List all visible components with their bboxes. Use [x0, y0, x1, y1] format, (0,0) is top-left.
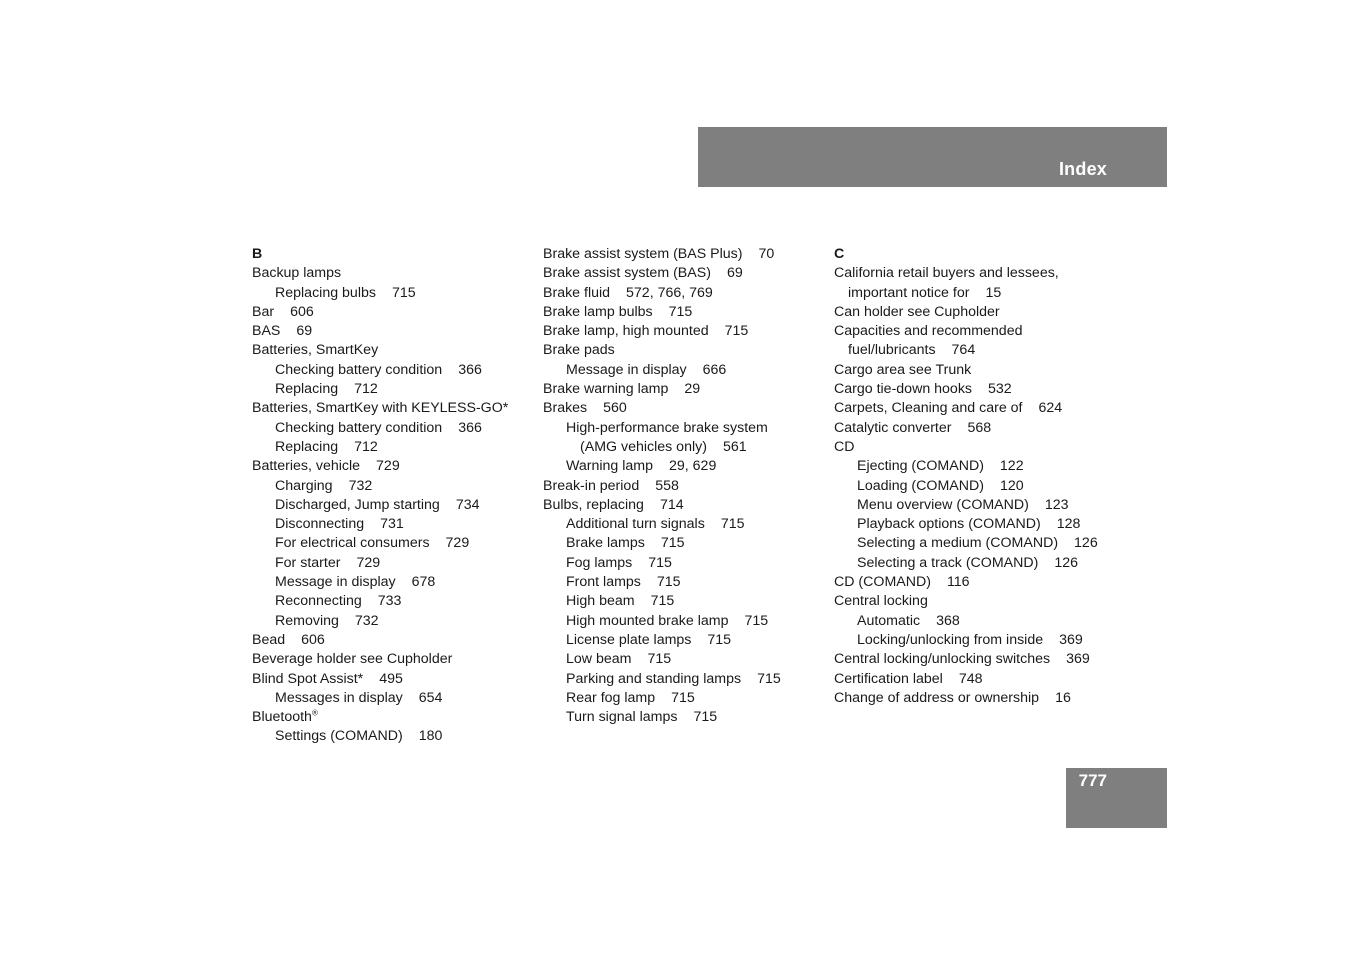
index-entry — [834, 650, 1134, 669]
index-entry-text: Cargo tie-down hooks — [834, 381, 973, 398]
page-title: Index — [1058, 159, 1107, 179]
index-entry-text: Checking battery condition — [275, 419, 443, 436]
index-entry-text: Capacities and recommended — [834, 323, 1023, 340]
index-entry — [834, 457, 1134, 476]
index-entry — [252, 727, 532, 746]
index-page-ref[interactable]: 764 — [951, 342, 976, 359]
index-page-ref[interactable]: 715 — [660, 535, 685, 552]
index-entry — [543, 612, 823, 631]
index-page-ref[interactable]: 120 — [999, 477, 1024, 494]
index-page-ref[interactable]: 712 — [354, 438, 378, 455]
index-entry-text: Selecting a medium (COMAND) — [857, 535, 1059, 552]
index-entry-text: Bead — [252, 631, 286, 648]
index-entry-text: Cargo area see Trunk — [834, 361, 972, 378]
index-page-ref[interactable]: 366 — [458, 419, 482, 436]
index-entry-text: Change of address or ownership — [834, 689, 1040, 706]
index-entry-text: Bulbs, replacing — [543, 496, 644, 513]
index-page-ref[interactable]: 561 — [722, 438, 747, 455]
registered-mark: ® — [311, 708, 318, 718]
index-entry — [252, 477, 532, 496]
index-page-ref[interactable]: 734 — [455, 496, 480, 513]
index-entry — [834, 592, 1134, 611]
index-entry-text: Backup lamps — [252, 265, 342, 282]
index-page-ref[interactable]: 715 — [671, 689, 695, 706]
index-entry-text: CD — [834, 438, 855, 455]
index-page-ref[interactable]: 715 — [647, 651, 672, 668]
index-entry — [252, 303, 532, 322]
index-entry — [543, 245, 823, 264]
index-page-ref[interactable]: 122 — [999, 458, 1024, 475]
index-entry — [543, 534, 823, 553]
index-page-ref[interactable]: 715 — [724, 323, 749, 340]
index-entry — [543, 708, 823, 727]
index-entry — [543, 592, 823, 611]
index-entry — [834, 573, 1134, 592]
index-entry-text: Removing — [275, 612, 339, 629]
index-entry-text: High mounted brake lamp — [566, 612, 729, 629]
index-page-ref[interactable]: 624 — [1038, 400, 1063, 417]
index-entry-text: Replacing bulbs — [275, 284, 376, 301]
index-entry — [543, 496, 823, 515]
index-entry-text: Central locking/unlocking switches — [834, 651, 1051, 668]
index-entry-text: Charging — [275, 477, 333, 494]
index-entry — [252, 650, 532, 669]
index-entry-text: Catalytic converter — [834, 419, 952, 436]
index-entry-text: Carpets, Cleaning and care of — [834, 400, 1023, 417]
index-page-ref[interactable]: 732 — [354, 612, 379, 629]
index-page-ref[interactable]: 29, 629 — [669, 458, 717, 475]
index-page-ref[interactable]: 16 — [1055, 689, 1071, 706]
index-entry-text: Message in display — [566, 361, 687, 378]
index-entry — [834, 264, 1134, 283]
index-entry — [834, 303, 1134, 322]
index-entry-text: Ejecting (COMAND) — [857, 458, 984, 475]
index-entry — [834, 496, 1134, 515]
index-page-ref[interactable]: 495 — [379, 670, 403, 687]
index-entry-text: For electrical consumers — [275, 535, 430, 552]
index-entry-text: High beam — [566, 593, 635, 610]
index-page-ref[interactable]: 69 — [726, 265, 743, 282]
index-entry-text: Brake pads — [543, 342, 615, 359]
index-entry — [252, 612, 532, 631]
index-entry-text: (AMG vehicles only) — [580, 438, 707, 455]
index-page-ref[interactable]: 715 — [648, 554, 672, 571]
index-entry — [252, 380, 532, 399]
index-page-ref[interactable]: 369 — [1059, 631, 1083, 648]
index-entry-text: Brake lamps — [566, 535, 645, 552]
index-entry — [543, 477, 823, 496]
index-page-ref[interactable]: 748 — [958, 670, 983, 687]
index-page-ref[interactable]: 560 — [603, 400, 627, 417]
index-page-ref[interactable]: 126 — [1074, 535, 1098, 552]
index-page-ref[interactable]: 558 — [655, 477, 679, 494]
index-entry — [543, 303, 823, 322]
index-entry — [252, 708, 532, 727]
index-entry — [252, 631, 532, 650]
index-entry-text: License plate lamps — [566, 631, 692, 648]
index-entry-text: Additional turn signals — [566, 516, 705, 533]
index-page-ref[interactable]: 568 — [967, 419, 992, 436]
index-entry — [252, 322, 532, 341]
index-entry — [252, 689, 532, 708]
index-entry — [834, 438, 1134, 457]
index-entry-text: Disconnecting — [275, 516, 365, 533]
index-entry-text: Warning lamp — [566, 458, 653, 475]
index-page-ref[interactable]: 126 — [1054, 554, 1078, 571]
index-entry-text: Can holder see Cupholder — [834, 303, 1000, 320]
index-page-ref[interactable]: 715 — [668, 303, 693, 320]
index-entry-text: Blind Spot Assist* — [252, 670, 364, 687]
index-entry — [834, 631, 1134, 650]
index-page-ref[interactable]: 715 — [650, 593, 675, 610]
index-entry — [252, 419, 532, 438]
index-entry-text: Replacing — [275, 438, 339, 455]
index-entry — [252, 670, 532, 689]
index-entry — [834, 534, 1134, 553]
index-entry — [543, 322, 823, 341]
index-column-3 — [834, 245, 1134, 708]
index-entry — [543, 670, 823, 689]
index-page-ref[interactable]: 572, 766, 769 — [626, 284, 713, 301]
index-entry — [834, 341, 1134, 360]
index-entry-text: Low beam — [566, 651, 632, 668]
index-entry-text: Fog lamps — [566, 554, 633, 571]
index-page-ref[interactable]: 715 — [744, 612, 769, 629]
index-entry — [834, 612, 1134, 631]
index-entry-text: Selecting a track (COMAND) — [857, 554, 1039, 571]
index-entry-text: Checking battery condition — [275, 361, 443, 378]
index-page-ref[interactable]: 369 — [1066, 651, 1090, 668]
index-entry-text: Beverage holder see Cupholder — [252, 651, 453, 668]
index-entry — [543, 284, 823, 303]
index-entry — [834, 361, 1134, 380]
index-entry — [252, 361, 532, 380]
index-entry — [252, 399, 532, 418]
index-entry-text: Brake assist system (BAS Plus) — [543, 246, 743, 262]
index-page-ref[interactable]: 128 — [1056, 516, 1081, 533]
index-entry — [543, 419, 823, 438]
index-page-ref[interactable]: 606 — [290, 303, 314, 320]
index-entry — [252, 496, 532, 515]
index-page-ref[interactable]: 731 — [380, 516, 404, 533]
index-entry-text: fuel/lubricants — [848, 342, 936, 359]
index-entry — [252, 554, 532, 573]
index-entry-text: C — [834, 246, 845, 262]
index-entry-text: Brake lamp, high mounted — [543, 323, 709, 340]
index-page-ref[interactable]: 180 — [418, 728, 443, 745]
index-entry-text: Brake fluid — [543, 284, 611, 301]
index-entry-text: Central locking — [834, 593, 928, 610]
index-entry — [543, 650, 823, 669]
index-entry — [543, 380, 823, 399]
index-entry-text: CD (COMAND) — [834, 574, 931, 591]
index-page-ref[interactable]: 666 — [702, 361, 727, 378]
index-entry-text: Bluetooth — [252, 709, 312, 726]
index-page-ref[interactable]: 729 — [356, 554, 381, 571]
index-entry-text: Brake assist system (BAS) — [543, 265, 711, 282]
index-entry — [834, 399, 1134, 418]
index-entry — [834, 477, 1134, 496]
index-page-ref[interactable]: 70 — [758, 246, 775, 262]
index-entry — [834, 554, 1134, 573]
index-entry-text: Batteries, SmartKey with KEYLESS-GO* — [252, 400, 509, 417]
index-entry — [543, 689, 823, 708]
index-letter-heading — [252, 245, 532, 264]
index-entry — [834, 689, 1134, 708]
index-column-1 — [252, 245, 532, 747]
index-entry — [543, 554, 823, 573]
index-page-ref[interactable]: 715 — [693, 709, 718, 726]
index-letter-heading — [834, 245, 1134, 264]
index-entry-text: important notice for — [848, 284, 970, 301]
index-page-ref[interactable]: 715 — [391, 284, 416, 301]
index-page-ref[interactable]: 732 — [348, 477, 373, 494]
index-entry-text: Turn signal lamps — [566, 709, 678, 726]
index-entry-text: Batteries, vehicle — [252, 458, 361, 475]
index-entry-text: California retail buyers and lessees, — [834, 265, 1059, 282]
index-entry — [543, 399, 823, 418]
index-entry-text: Brake lamp bulbs — [543, 303, 653, 320]
index-page-ref[interactable]: 116 — [946, 574, 970, 591]
index-entry — [543, 573, 823, 592]
index-entry — [252, 341, 532, 360]
index-page-ref[interactable]: 69 — [296, 323, 313, 340]
index-entry-text: Batteries, SmartKey — [252, 342, 379, 359]
index-page-ref[interactable]: 715 — [757, 670, 781, 687]
index-entry-text: Front lamps — [566, 574, 641, 591]
index-entry — [834, 515, 1134, 534]
index-entry-text: Menu overview (COMAND) — [857, 496, 1029, 513]
index-page-ref[interactable]: 654 — [418, 689, 443, 706]
index-entry-text: Settings (COMAND) — [275, 728, 403, 745]
index-entry-text: Playback options (COMAND) — [857, 516, 1041, 533]
index-entry-text: Locking/unlocking from inside — [857, 631, 1044, 648]
index-page-ref[interactable]: 678 — [411, 574, 436, 591]
index-entry — [834, 322, 1134, 341]
index-entry-text: B — [252, 246, 263, 262]
index-entry — [252, 457, 532, 476]
index-entry — [834, 419, 1134, 438]
index-page-ref[interactable]: 715 — [707, 631, 732, 648]
index-entry-text: Discharged, Jump starting — [275, 496, 440, 513]
index-entry-text: Parking and standing lamps — [566, 670, 742, 687]
index-entry — [252, 284, 532, 303]
index-entry — [252, 573, 532, 592]
index-column-2 — [543, 245, 823, 727]
index-entry-text: Rear fog lamp — [566, 689, 656, 706]
index-entry — [543, 438, 823, 457]
index-page-ref[interactable]: 29 — [684, 381, 701, 398]
index-page-ref[interactable]: 729 — [445, 535, 470, 552]
index-entry-text: Brakes — [543, 400, 588, 417]
index-page-ref[interactable]: 715 — [656, 574, 681, 591]
index-page-ref[interactable]: 15 — [985, 284, 1002, 301]
index-entry-text: Break-in period — [543, 477, 640, 494]
index-entry-text: Automatic — [857, 612, 921, 629]
index-entry-text: Loading (COMAND) — [857, 477, 984, 494]
index-entry-text: Brake warning lamp — [543, 381, 669, 398]
index-entry — [543, 515, 823, 534]
index-entry-text: BAS — [252, 323, 281, 340]
index-entry-text: For starter — [275, 554, 341, 571]
index-page-ref[interactable]: 712 — [354, 381, 378, 398]
index-page-ref[interactable]: 123 — [1044, 496, 1069, 513]
index-entry — [834, 670, 1134, 689]
index-entry — [252, 592, 532, 611]
index-entry — [252, 438, 532, 457]
index-entry-text: Bar — [252, 303, 275, 320]
index-page-ref[interactable]: 714 — [659, 496, 684, 513]
index-entry — [252, 264, 532, 283]
index-entry-text: Messages in display — [275, 689, 403, 706]
index-entry — [543, 457, 823, 476]
index-entry — [543, 341, 823, 360]
page-number-box — [1066, 768, 1167, 828]
index-entry — [543, 631, 823, 650]
index-entry-text: High-performance brake system — [566, 419, 768, 436]
index-entry — [543, 361, 823, 380]
index-entry — [252, 515, 532, 534]
index-entry — [834, 284, 1134, 303]
index-entry-text: Message in display — [275, 574, 396, 591]
index-page-ref[interactable]: 733 — [377, 593, 402, 610]
index-entry — [834, 380, 1134, 399]
index-page-ref[interactable]: 715 — [720, 516, 745, 533]
index-entry-text: Replacing — [275, 381, 339, 398]
index-page-ref[interactable]: 532 — [988, 381, 1012, 398]
index-page-ref[interactable]: 366 — [458, 361, 482, 378]
index-page-ref[interactable]: 606 — [301, 631, 325, 648]
index-entry-text: Certification label — [834, 670, 943, 687]
index-entry-text: Reconnecting — [275, 593, 362, 610]
index-entry — [543, 264, 823, 283]
header-bar — [698, 127, 1167, 187]
page-number: 777 — [1078, 771, 1107, 790]
index-entry — [252, 534, 532, 553]
index-page-ref[interactable]: 368 — [936, 612, 960, 629]
index-page-ref[interactable]: 729 — [376, 458, 400, 475]
